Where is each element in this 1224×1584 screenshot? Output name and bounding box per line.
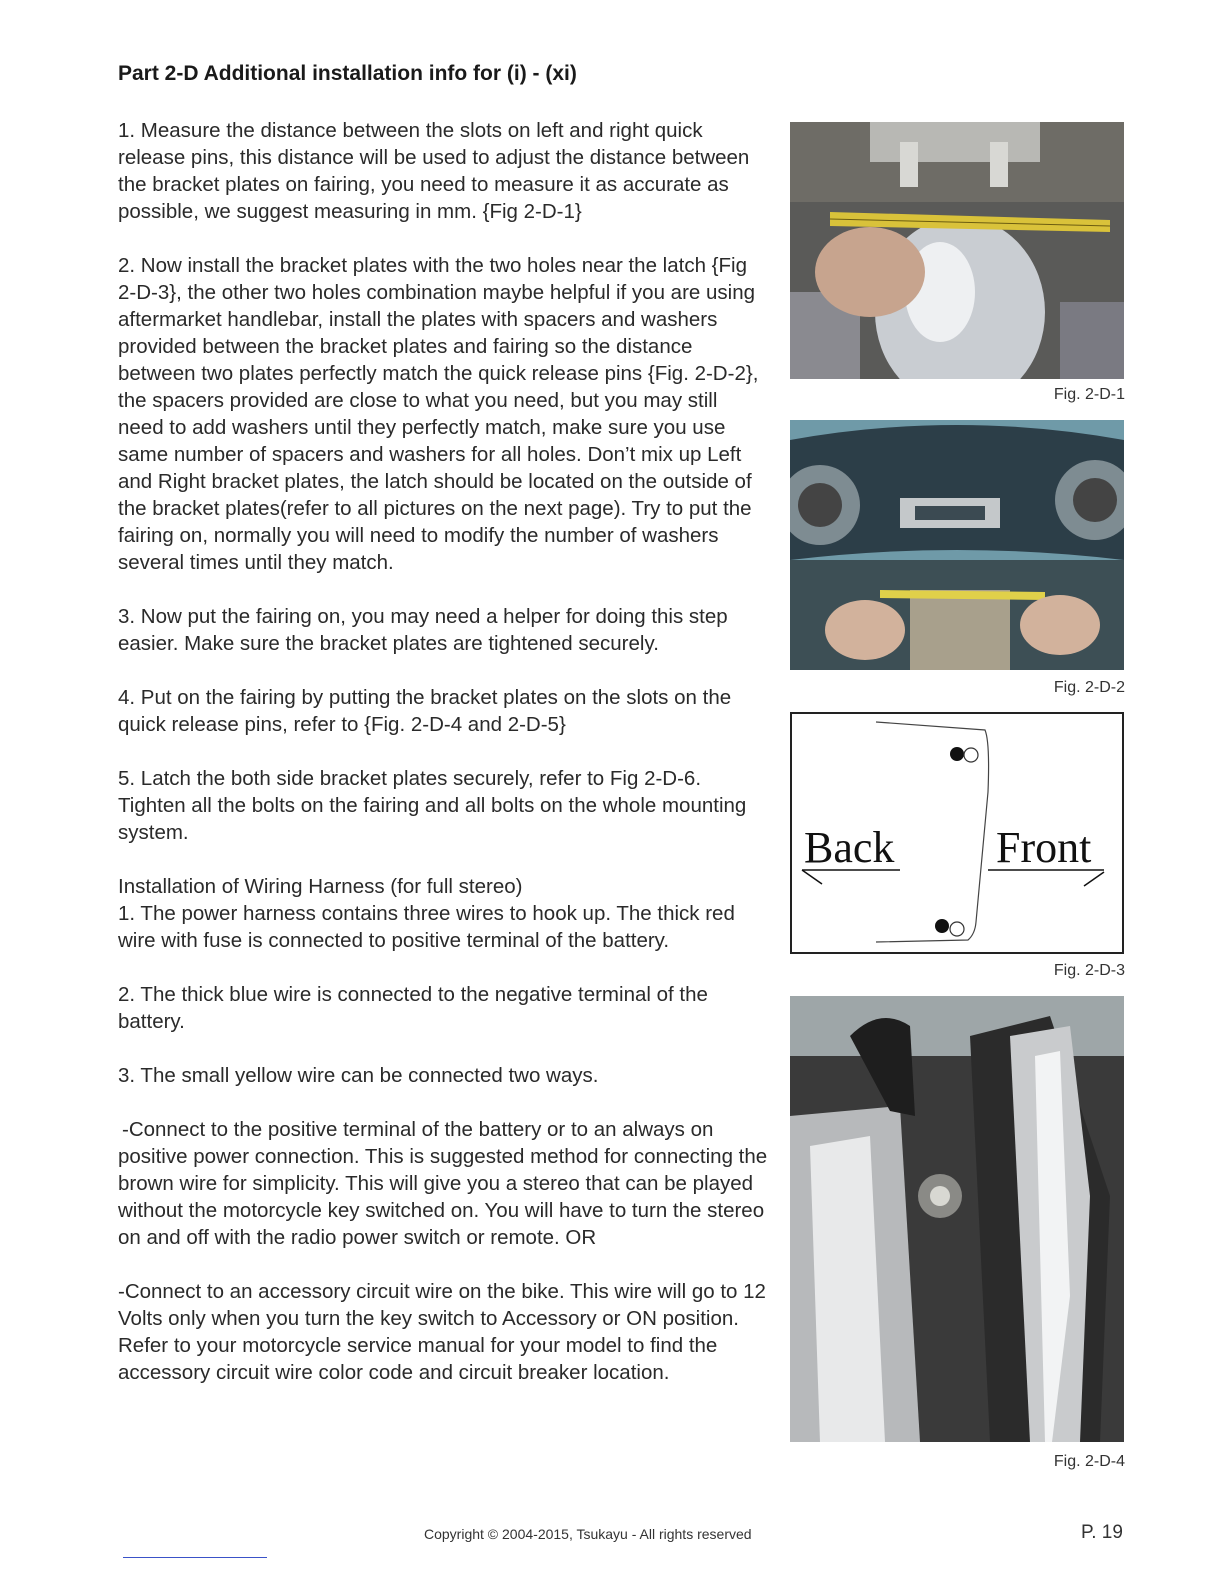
back-label: Back: [804, 823, 895, 872]
wiring-step-red-wire: 1. The power harness contains three wires to hook up. The thick red wire with fuse is connected to positive terminal of the battery.: [118, 902, 735, 952]
photo-fig-2-d-2: [790, 420, 1124, 670]
hole-filled-bottom: [935, 919, 949, 933]
diagram-fig-2-d-3: [790, 712, 1124, 954]
instructions-column: [118, 117, 768, 1413]
step-put-fairing-on: 3. Now put the fairing on, you may need a helper for doing this step easier. Make sure the bracket plates are tightened securely.: [118, 605, 728, 655]
step-latch-plates: 5. Latch the both side bracket plates securely, refer to Fig 2-D-6. Tighten all the bolts on the fairing and all bolts on the whole mounting system.: [118, 767, 747, 844]
wiring-section-title: Installation of Wiring Harness (for full stereo): [118, 875, 523, 898]
photo-fairing-interior: [790, 420, 1124, 670]
caption-fig-2-d-1: Fig. 2-D-1: [1053, 386, 1125, 403]
step-place-on-slots: 4. Put on the fairing by putting the bracket plates on the slots on the quick release pins, refer to {Fig. 2-D-4 and 2-D-5}: [118, 686, 732, 736]
bracket-plate-diagram: [790, 712, 1124, 954]
photo-fig-2-d-1: [790, 122, 1124, 379]
page-heading: Part 2-D Additional installation info for (i) - (xi): [118, 62, 577, 85]
wiring-option-battery: -Connect to the positive terminal of the battery or to an always on positive power connection. This is suggested method for connecting the brown wire for simplicity. This will give you a stereo that can be played without the motorcycle key switched on. You will have to turn the stereo on and off with the radio power switch or remote. OR: [118, 1118, 768, 1249]
wiring-step-blue-wire: 2. The thick blue wire is connected to the negative terminal of the battery.: [118, 983, 708, 1033]
photo-fork-bracket: [790, 996, 1124, 1442]
hole-open-top: [964, 748, 978, 762]
footer-underline: [123, 1557, 267, 1558]
wiring-option-accessory: -Connect to an accessory circuit wire on the bike. This wire will go to 12 Volts only when you turn the key switch to Accessory or ON position. Refer to your motorcycle service manual for your model to find the accessory circuit wire color code and circuit breaker location.: [118, 1280, 766, 1384]
wiring-step-yellow-wire: 3. The small yellow wire can be connected two ways.: [118, 1064, 599, 1087]
hole-filled-top: [950, 747, 964, 761]
page-number: P. 19: [1081, 1522, 1123, 1543]
caption-fig-2-d-3: Fig. 2-D-3: [1053, 962, 1125, 979]
caption-fig-2-d-4: Fig. 2-D-4: [1053, 1453, 1125, 1470]
caption-fig-2-d-2: Fig. 2-D-2: [1053, 679, 1125, 696]
hole-open-bottom: [950, 922, 964, 936]
step-measure-distance: 1. Measure the distance between the slots on left and right quick release pins, this distance will be used to adjust the distance between the bracket plates on fairing, you need to measure it as accurate as possible, we suggest measuring in mm. {Fig 2-D-1}: [118, 119, 750, 223]
photo-measuring-headlight: [790, 122, 1124, 379]
copyright-footer: Copyright © 2004-2015, Tsukayu - All rights reserved: [424, 1526, 752, 1542]
front-label: Front: [996, 823, 1092, 872]
step-install-bracket-plates: 2. Now install the bracket plates with the two holes near the latch {Fig 2-D-3}, the other two holes combination maybe helpful if you are using aftermarket handlebar, install the plates with spacers and washers provided between the bracket plates and fairing so the distance between two plates perfectly match the quick release pins {Fig. 2-D-2}, the spacers provided are close to what you need, but you may still need to add washers until they perfectly match, make sure you use same number of spacers and washers for all holes. Don’t mix up Left and Right bracket plates, the latch should be located on the outside of the bracket plates(refer to all pictures on the next page). Try to put the fairing on, normally you will need to modify the number of washers several times until they match.: [118, 254, 759, 574]
photo-fig-2-d-4: [790, 996, 1124, 1442]
